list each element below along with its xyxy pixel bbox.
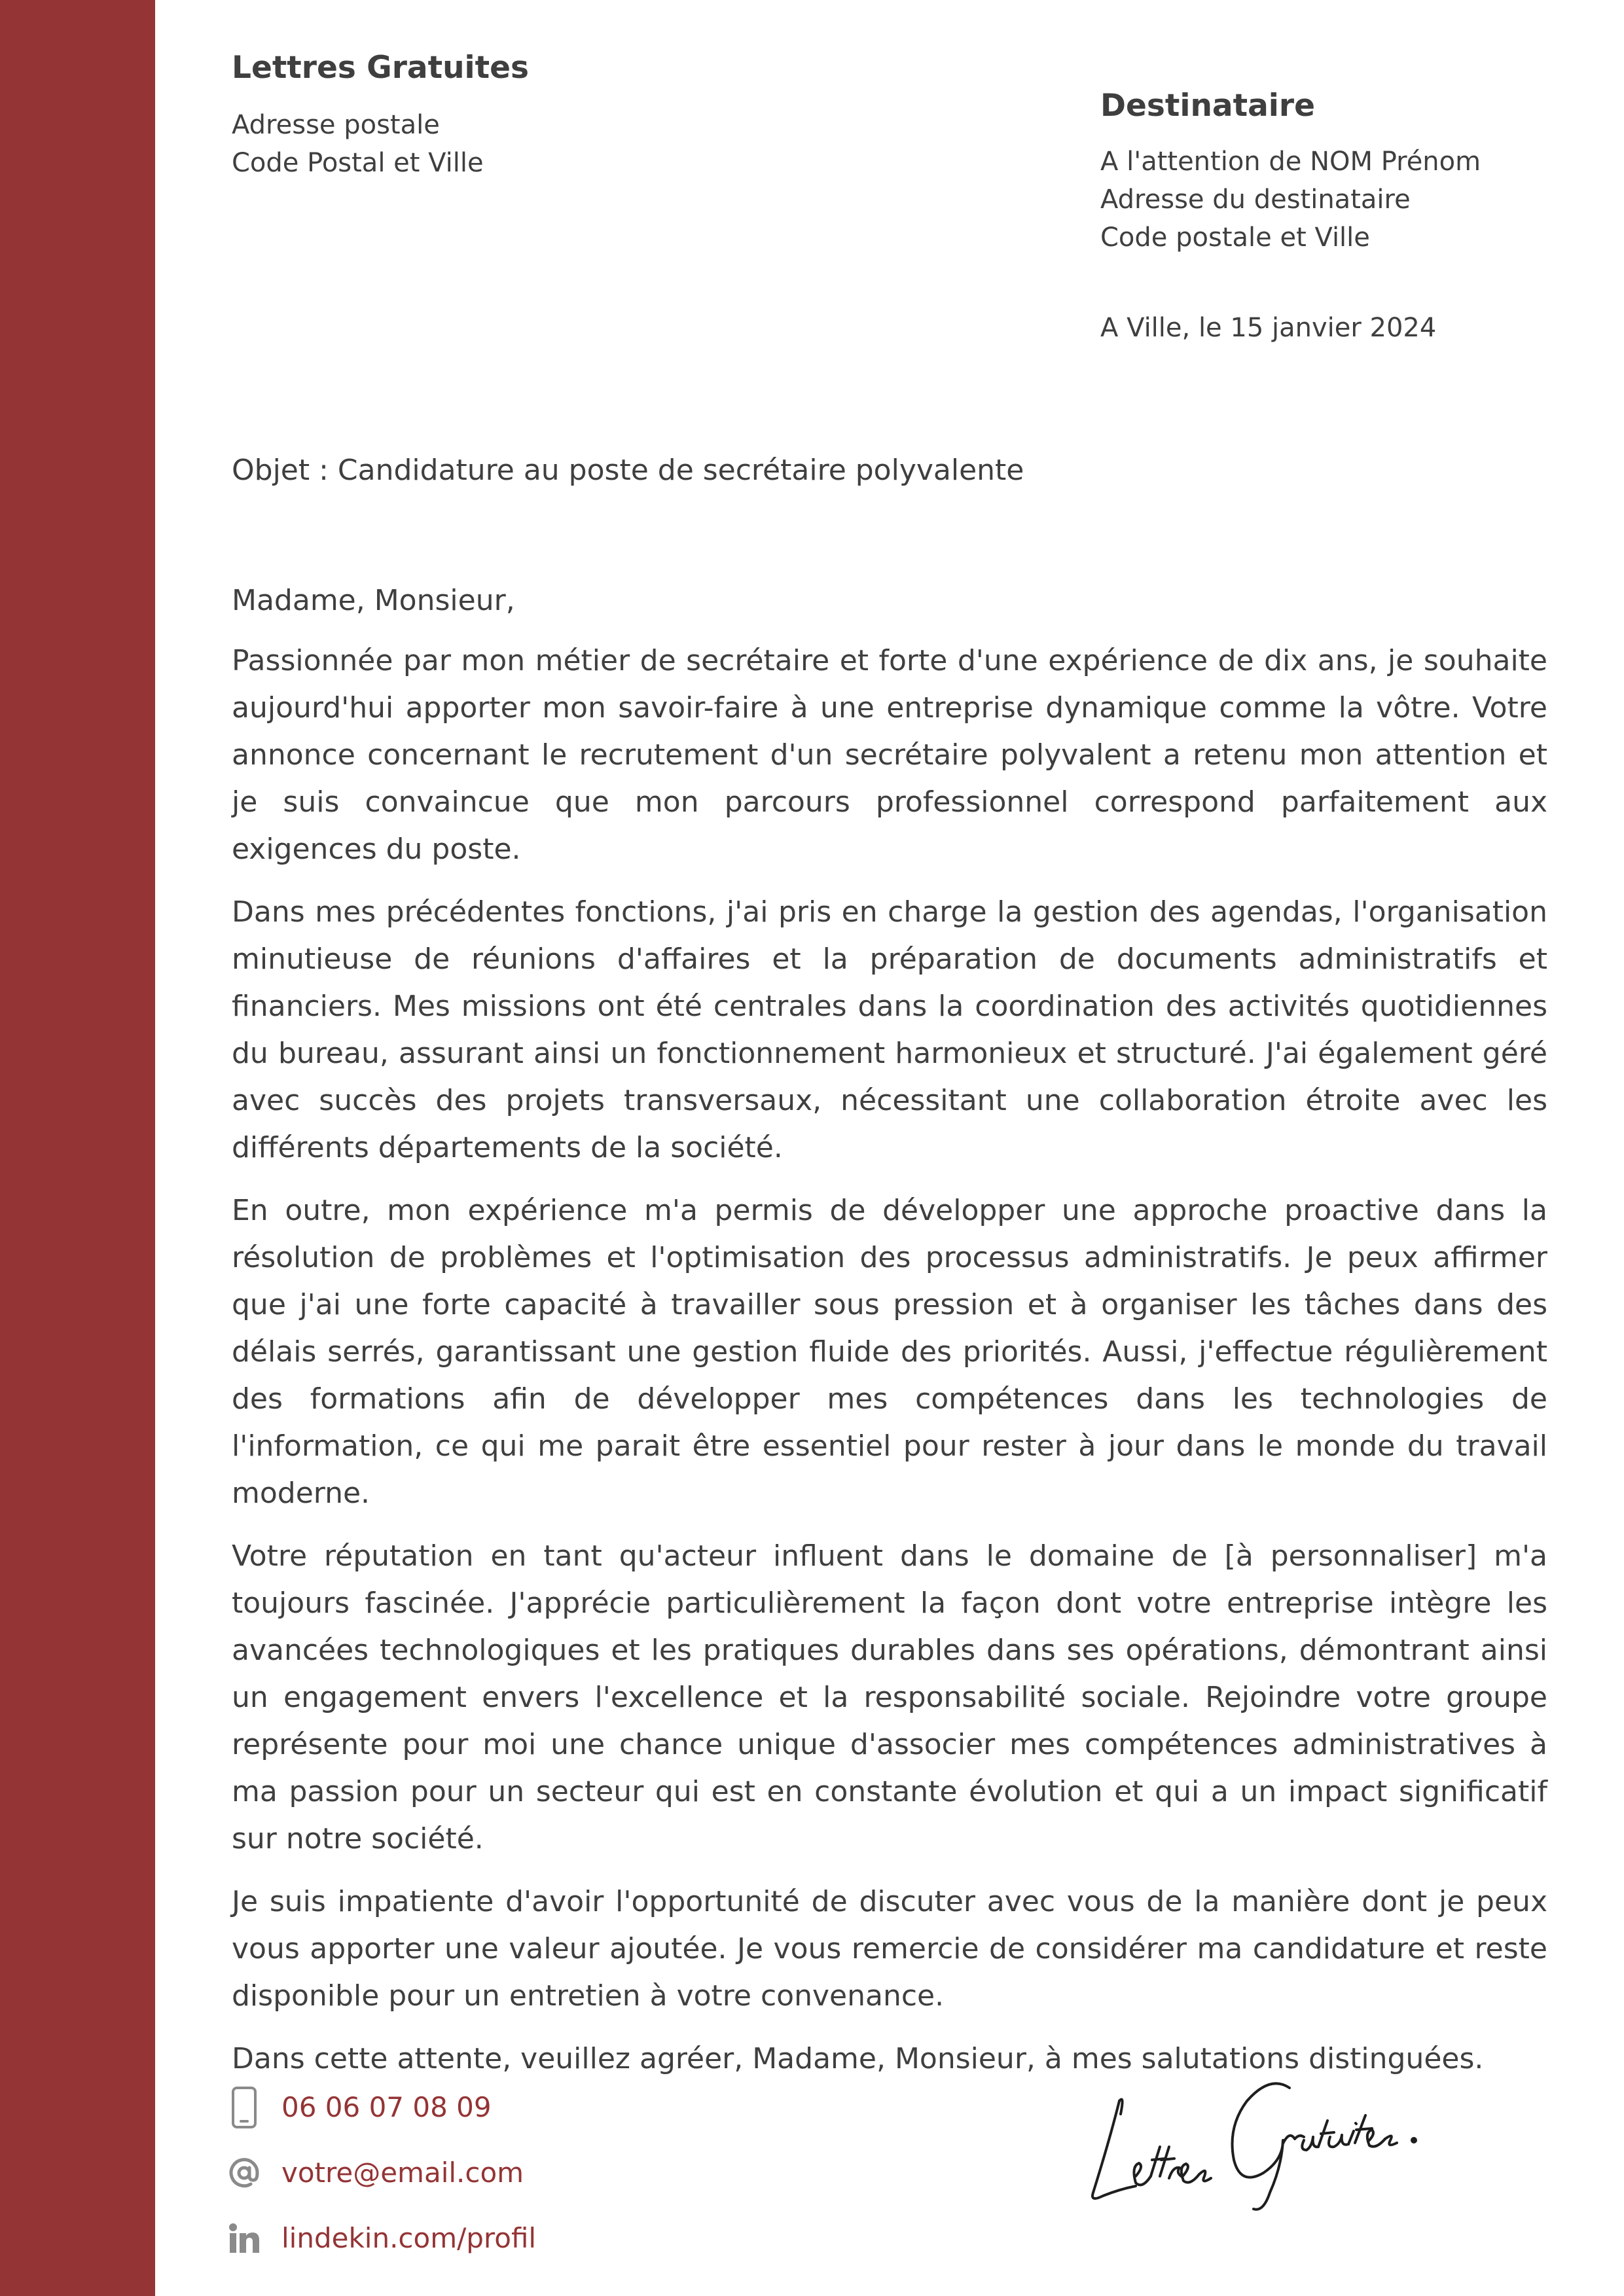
sender-city: Code Postal et Ville [232,148,484,178]
contact-email [226,2147,947,2199]
phone-icon [226,2086,262,2129]
paragraph-2: Dans mes précédentes fonctions, j'ai pris en charge la gestion des agendas, l'organisation minutieuse de réunions d'affaires et la préparation de documents administratifs et financiers. Mes missions ont été centrales dans la coordination des activités quotidiennes du bureau, assurant ainsi un fonctionnement harmonieux et structuré. J'ai également géré avec succès des projets transversaux, nécessitant une collaboration étroite avec les différents départements de la société. [232,895,1547,1164]
phone-number[interactable]: 06 06 07 08 09 [281,2091,492,2123]
paragraph-4: Votre réputation en tant qu'acteur influent dans le domaine de [à personnaliser] m'a toujours fascinée. J'apprécie particulièrement la façon dont votre entreprise intègre les avancées technologiques et les pratiques durables dans ses opérations, démontrant ainsi un engagement envers l'excellence et la responsabilité sociale. Rejoindre votre groupe représente pour moi une chance unique d'associer mes compétences administratives à ma passion pour un secteur qui est en constante évolution et qui a un impact significatif sur notre société. [232,1539,1547,1856]
recipient-city: Code postale et Ville [1100,223,1370,253]
recipient-attention: A l'attention de NOM Prénom [1100,147,1481,177]
linkedin-icon [226,2217,262,2260]
sender-name: Lettres Gratuites [232,50,529,86]
recipient-address: Adresse du destinataire [1100,185,1411,215]
letter-subject: Objet : Candidature au poste de secrétaire polyvalente [232,454,1024,487]
paragraph-1: Passionnée par mon métier de secrétaire et forte d'une expérience de dix ans, je souhaite aujourd'hui apporter mon savoir-faire à une entreprise dynamique comme la vôtre. Votre annonce concernant le recrutement d'un secrétaire polyvalent a retenu mon attention et je suis convaincue que mon parcours professionnel correspond parfaitement aux exigences du poste. [232,644,1547,866]
recipient-block [1100,85,1572,257]
handwritten-signature [1074,2062,1466,2219]
letter-body [232,577,1547,2098]
recipient-title: Destinataire [1100,88,1315,124]
paragraph-5: Je suis impatiente d'avoir l'opportunité de discuter avec vous de la manière dont je peux vous apporter une valeur ajoutée. Je vous remercie de considérer ma candidature et reste disponible pour un entretien à votre convenance. [232,1885,1547,2013]
letter-date: A Ville, le 15 janvier 2024 [1100,313,1437,343]
contact-phone [226,2081,947,2134]
salutation: Madame, Monsieur, [232,584,515,617]
linkedin-profile[interactable]: lindekin.com/profil [281,2222,537,2254]
contact-linkedin [226,2212,947,2265]
paragraph-3: En outre, mon expérience m'a permis de développer une approche proactive dans la résolution de problèmes et l'optimisation des processus administratifs. Je peux affirmer que j'ai une forte capacité à travailler sous pression et à organiser les tâches dans des délais serrés, garantissant une gestion fluide des priorités. Aussi, j'effectue régulièrement des formations afin de développer mes compétences dans les technologies de l'information, ce qui me parait être essentiel pour rester à jour dans le monde du travail moderne. [232,1194,1547,1510]
sender-block [232,47,821,182]
email-address[interactable]: votre@email.com [281,2157,524,2189]
at-icon [226,2151,262,2195]
contact-list [226,2081,947,2278]
closing-paragraph: Dans cette attente, veuillez agréer, Madame, Monsieur, à mes salutations distinguées. [232,2042,1484,2075]
accent-sidebar [0,0,155,2296]
sender-address: Adresse postale [232,110,440,140]
